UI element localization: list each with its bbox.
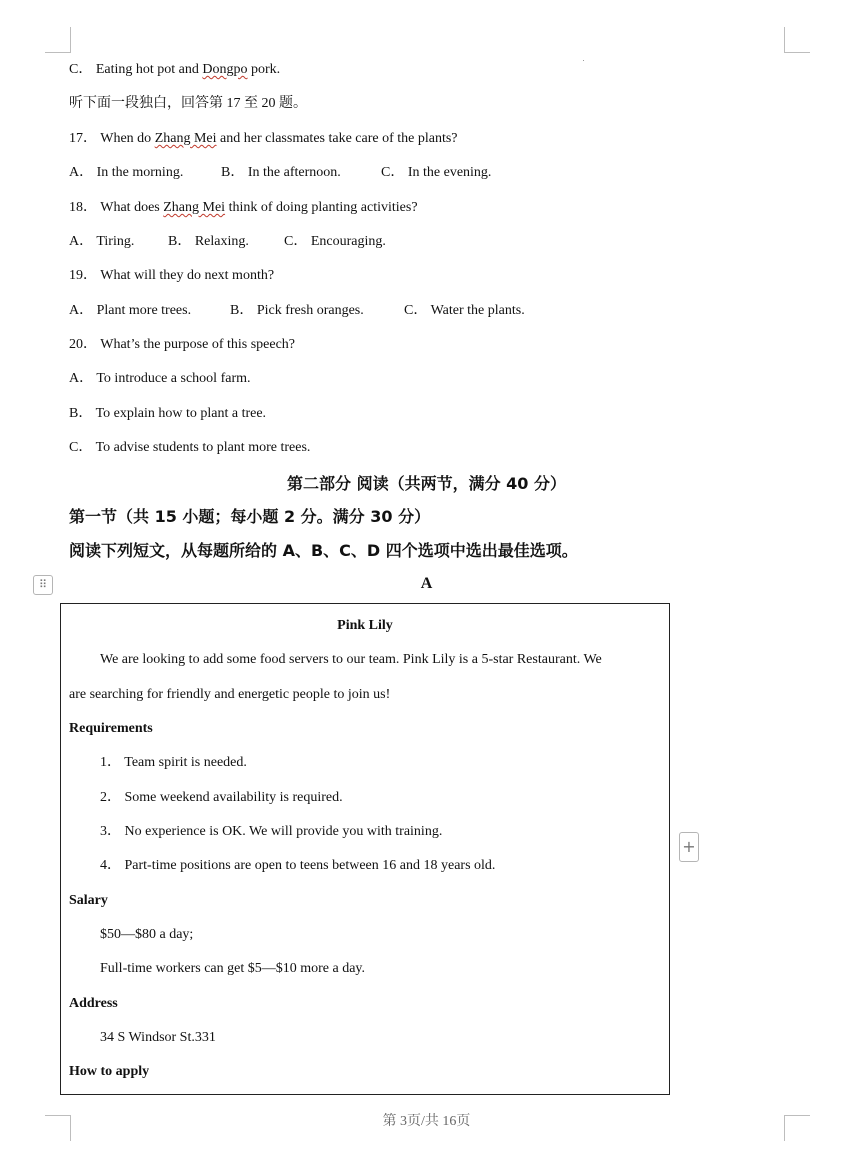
question-text-end: think of doing planting activities? xyxy=(225,200,418,215)
requirement-item: 4． Part-time positions are open to teens between 16 and 18 years old. xyxy=(100,858,496,873)
question-text: 17． When do xyxy=(69,131,155,146)
question-18-option-a: A． Tiring. xyxy=(69,234,135,249)
question-17-option-b: B． In the afternoon. xyxy=(221,165,341,180)
salary-line-2: Full-time workers can get $5—$10 more a day. xyxy=(100,961,366,976)
instruction-line: 听下面一段独白，回答第 17 至 20 题。 xyxy=(69,96,307,111)
question-text-end: and her classmates take care of the plants? xyxy=(216,131,458,146)
table-move-handle[interactable]: ⠿ xyxy=(33,575,53,595)
option-text-end: pork. xyxy=(247,62,281,77)
passage-box xyxy=(60,603,670,1095)
add-row-button[interactable]: + xyxy=(679,832,699,862)
question-20: 20． What’s the purpose of this speech? xyxy=(69,337,296,352)
question-17 xyxy=(69,129,458,149)
question-19: 19． What will they do next month? xyxy=(69,268,275,283)
question-20-option-c: C． To advise students to plant more trees. xyxy=(69,440,311,455)
ad-title: Pink Lily xyxy=(337,618,393,633)
salary-heading: Salary xyxy=(69,893,108,908)
question-18-option-c: C． Encouraging. xyxy=(284,234,386,249)
part-two-title: 第二部分 阅读（共两节，满分 40 分） xyxy=(287,474,566,493)
passage-letter: A xyxy=(420,575,433,592)
spellcheck-word: Zhang Mei xyxy=(154,131,217,146)
question-20-option-b: B． To explain how to plant a tree. xyxy=(69,406,267,421)
requirement-item: 3． No experience is OK. We will provide you with training. xyxy=(100,824,443,839)
how-to-apply-heading: How to apply xyxy=(69,1064,150,1079)
question-text: 18． What does xyxy=(69,200,164,215)
question-17-option-a: A． In the morning. xyxy=(69,165,184,180)
question-18 xyxy=(69,198,418,218)
page-footer: 第 3页/共 16页 xyxy=(382,1114,471,1129)
requirement-item: 2． Some weekend availability is required. xyxy=(100,790,343,805)
ad-intro-line-2: are searching for friendly and energetic people to join us! xyxy=(69,687,391,702)
address-heading: Address xyxy=(69,996,118,1011)
stray-dot xyxy=(583,60,584,61)
question-18-option-b: B． Relaxing. xyxy=(168,234,249,249)
ad-intro-line-1: We are looking to add some food servers to our team. Pink Lily is a 5-star Restaurant. We xyxy=(100,652,602,667)
spellcheck-word: Dongpo xyxy=(202,62,248,77)
corner-mark-top-left xyxy=(45,27,71,53)
requirement-item: 1． Team spirit is needed. xyxy=(100,755,247,770)
corner-mark-top-right xyxy=(784,27,810,53)
question-20-option-a: A． To introduce a school farm. xyxy=(69,371,251,386)
address-text: 34 S Windsor St.331 xyxy=(100,1030,216,1045)
reading-instruction: 阅读下列短文，从每题所给的 A、B、C、D 四个选项中选出最佳选项。 xyxy=(69,541,578,560)
section-one-title: 第一节（共 15 小题；每小题 2 分。满分 30 分） xyxy=(69,507,431,526)
requirements-heading: Requirements xyxy=(69,721,153,736)
question-17-option-c: C． In the evening. xyxy=(381,165,492,180)
spellcheck-word: Zhang Mei xyxy=(163,200,226,215)
option-text: C． Eating hot pot and xyxy=(69,62,203,77)
question-19-option-a: A． Plant more trees. xyxy=(69,303,192,318)
question-19-option-c: C． Water the plants. xyxy=(404,303,525,318)
salary-line-1: $50—$80 a day; xyxy=(100,927,194,942)
option-c-line xyxy=(69,60,280,80)
question-19-option-b: B． Pick fresh oranges. xyxy=(230,303,364,318)
